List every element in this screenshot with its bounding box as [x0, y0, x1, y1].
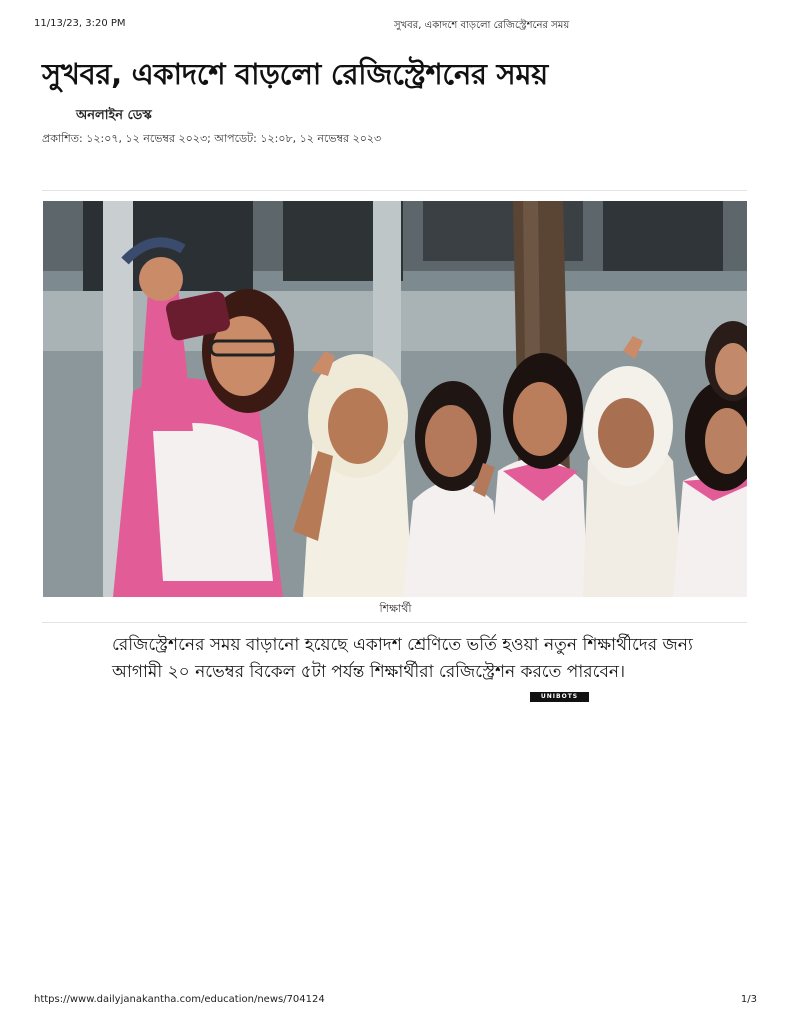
page-number: 1/3 — [740, 994, 757, 1005]
lead-line: রেজিস্ট্রেশনের সময় বাড়ানো হয়েছে একাদশ শ্রেণিতে ভর্তি হওয়া নতুন শিক্ষার্থীদের জন্য — [112, 635, 693, 655]
divider — [42, 190, 747, 191]
article-lead — [112, 632, 762, 686]
image-caption: শিক্ষার্থী — [379, 602, 412, 615]
publish-dates: প্রকাশিত: ১২:০৭, ১২ নভেম্বর ২০২৩; আপডেট: ১২:০৮, ১২ নভেম্বর ২০২৩ — [42, 132, 382, 145]
print-page-title: সুখবর, একাদশে বাড়লো রেজিস্ট্রেশনের সময় — [394, 20, 570, 31]
author-byline[interactable]: অনলাইন ডেস্ক — [76, 108, 152, 123]
divider — [42, 622, 747, 623]
lead-line: আগামী ২০ নভেম্বর বিকেল ৫টা পর্যন্ত শিক্ষার্থীরা রেজিস্ট্রেশন করতে পারবেন। — [112, 662, 626, 682]
ad-badge[interactable]: UNIBOTS — [530, 692, 589, 702]
article-headline: সুখবর, একাদশে বাড়লো রেজিস্ট্রেশনের সময় — [42, 57, 548, 91]
print-timestamp: 11/13/23, 3:20 PM — [34, 18, 126, 29]
article-photo — [43, 201, 747, 597]
print-url: https://www.dailyjanakantha.com/education/news/704124 — [34, 994, 325, 1005]
